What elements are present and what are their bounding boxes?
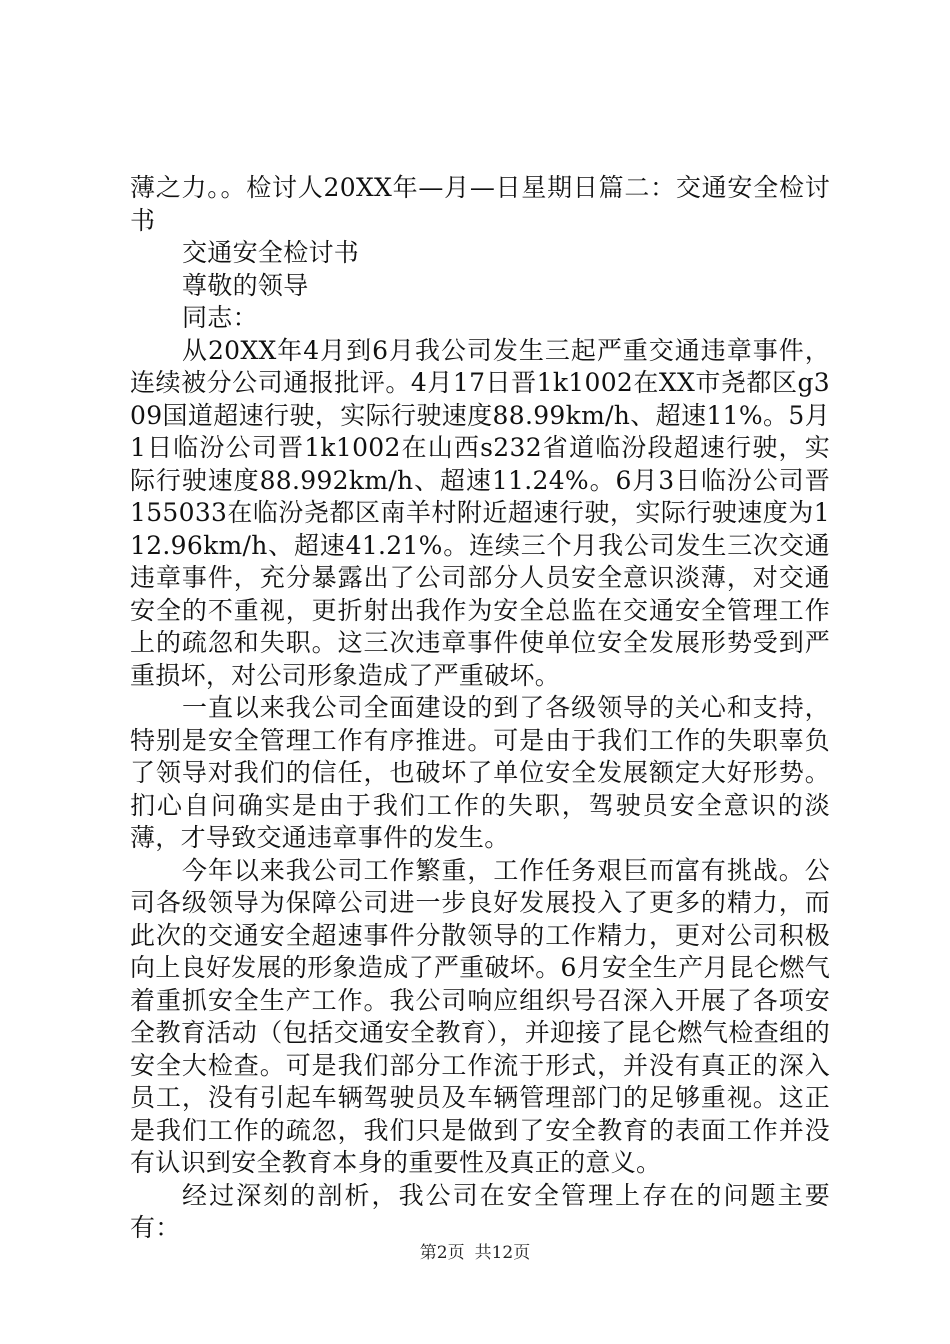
page-footer: [0, 1238, 950, 1263]
paragraph-incidents: 从20XX年4月到6月我公司发生三起严重交通违章事件，连续被分公司通报批评。4月17日晋1k1002在XX市尧都区g309国道超速行驶，实际行驶速度88.99km/h、超速11%。5月1日临汾公司晋1k1002在山西s232省道临汾段超速行驶，实际行驶速度88.992km/h、超速11.24%。6月3日临汾公司晋155033在临汾尧都区南羊村附近超速行驶，实际行驶速度为112.96km/h、超速41.21%。连续三个月我公司发生三次交通违章事件，充分暴露出了公司部分人员安全意识淡薄，对交通安全的不重视，更折射出我作为安全总监在交通安全管理工作上的疏忽和失职。这三次违章事件使单位安全发展形势受到严重损坏，对公司形象造成了严重破坏。: [130, 335, 830, 690]
page-number: 第2页: [419, 1243, 465, 1263]
paragraph-problems-intro: 经过深刻的剖析，我公司在安全管理上存在的问题主要有：: [130, 1180, 830, 1242]
paragraph-title: 交通安全检讨书: [182, 238, 360, 267]
paragraph-salutation-end: 同志：: [182, 303, 258, 332]
paragraph-analysis: 今年以来我公司工作繁重，工作任务艰巨而富有挑战。公司各级领导为保障公司进一步良好发展投入了更多的精力，而此次的交通安全超速事件分散领导的工作精力，更对公司积极向上良好发展的形象造成了严重破坏。6月安全生产月昆仑燃气着重抓安全生产工作。我公司响应组织号召深入开展了各项安全教育活动（包括交通安全教育），并迎接了昆仑燃气检查组的安全大检查。可是我们部分工作流于形式，并没有真正的深入员工，没有引起车辆驾驶员及车辆管理部门的足够重视。这正是我们工作的疏忽，我们只是做到了安全教育的表面工作并没有认识到安全教育本身的重要性及真正的意义。: [130, 855, 830, 1177]
document-body: [130, 172, 830, 1245]
page-total: 共12页: [474, 1243, 531, 1263]
paragraph-continuation: 薄之力。。检讨人20XX年—月—日星期日篇二：交通安全检讨书: [130, 173, 830, 235]
paragraph-reflection: 一直以来我公司全面建设的到了各级领导的关心和支持，特别是安全管理工作有序推进。可是由于我们工作的失职辜负了领导对我们的信任，也破坏了单位安全发展额定大好形势。扪心自问确实是由于我们工作的失职，驾驶员安全意识的淡薄，才导致交通违章事件的发生。: [130, 693, 830, 852]
paragraph-salutation: 尊敬的领导: [182, 270, 309, 300]
